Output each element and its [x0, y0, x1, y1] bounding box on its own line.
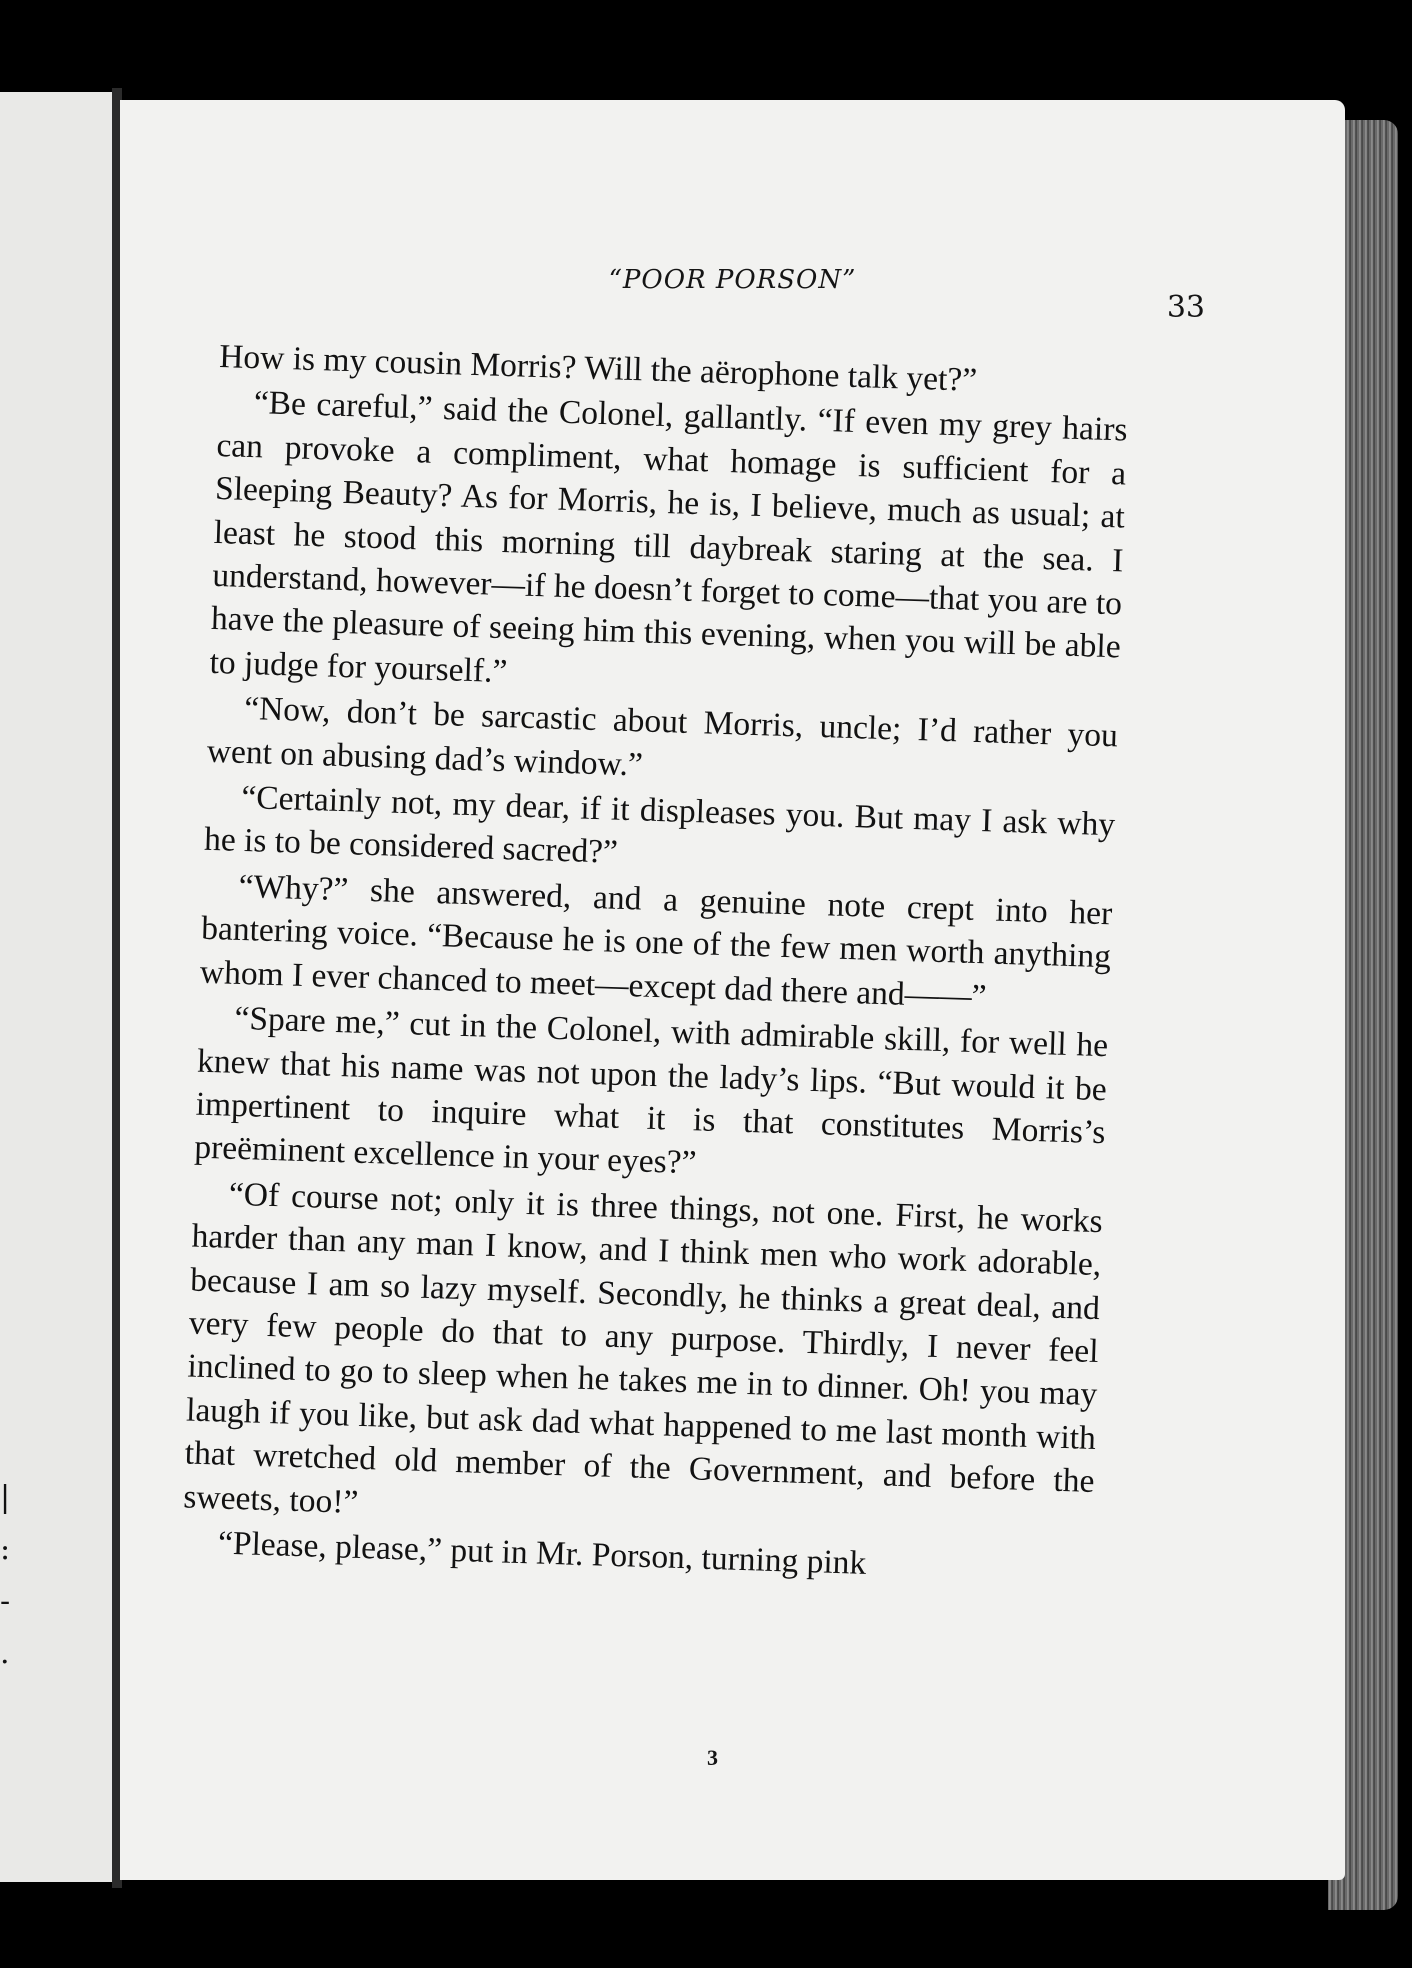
book-page	[120, 100, 1345, 1880]
signature-mark: 3	[707, 1745, 718, 1770]
previous-page-mark: |	[0, 1480, 11, 1515]
page-body	[181, 335, 1129, 1594]
paragraph: “Please, please,” put in Mr. Porson, turning pink	[217, 1524, 867, 1582]
paragraph: “Be careful,” said the Colonel, gallantly. “If even my grey hairs can provoke a compliment, what homage is sufficient for a Sleeping Beauty? As for Morris, he is, I believe, much as usual; at least he stood this morning till daybreak staring at the sea. I understand, however—if he doesn’t forget to come—that you are to have the pleasure of seeing him this evening, when you will be able to judge for yourself.”	[209, 384, 1129, 691]
previous-page-marks	[0, 1472, 20, 1680]
running-head: “POOR PORSON”	[608, 265, 857, 295]
paragraph: “Of course not; only it is three things, not one. First, he works harder than any man I know, and I think men who work adorable, because I am so lazy myself. Secondly, he thinks a great deal, and very few people do that to any purpose. Thirdly, I never feel inclined to go to sleep when he takes me in to dinner. Oh! you may laugh if you like, but ask dad what happened to me last month with that wretched old member of the Government, and before the sweets, too!”	[182, 1175, 1104, 1521]
paragraph: “Now, don’t be sarcastic about Morris, uncle; I’d rather you went on abusing dad’s window.”	[206, 690, 1119, 784]
previous-page-mark: .	[0, 1636, 10, 1671]
paragraph: How is my cousin Morris? Will the aërophone talk yet?”	[218, 337, 978, 399]
paragraph: “Spare me,” cut in the Colonel, with admirable skill, for well he knew that his name was not upon the lady’s lips. “But would it be impertinent to inquire what it is that constitutes Morris’s preëminent excellence in your eyes?”	[193, 999, 1109, 1182]
page-number: 33	[1166, 290, 1205, 325]
previous-page-edge	[0, 92, 115, 1882]
previous-page-mark: -	[0, 1584, 11, 1619]
paragraph: “Why?” she answered, and a genuine note crept into her bantering voice. “Because he is one of the few men worth anything whom I ever chanced to meet—except dad there and——”	[199, 867, 1113, 1016]
previous-page-mark: :	[0, 1532, 11, 1567]
paragraph: “Certainly not, my dear, if it displeases you. But may I ask why he is to be considered sacred?”	[203, 778, 1116, 872]
